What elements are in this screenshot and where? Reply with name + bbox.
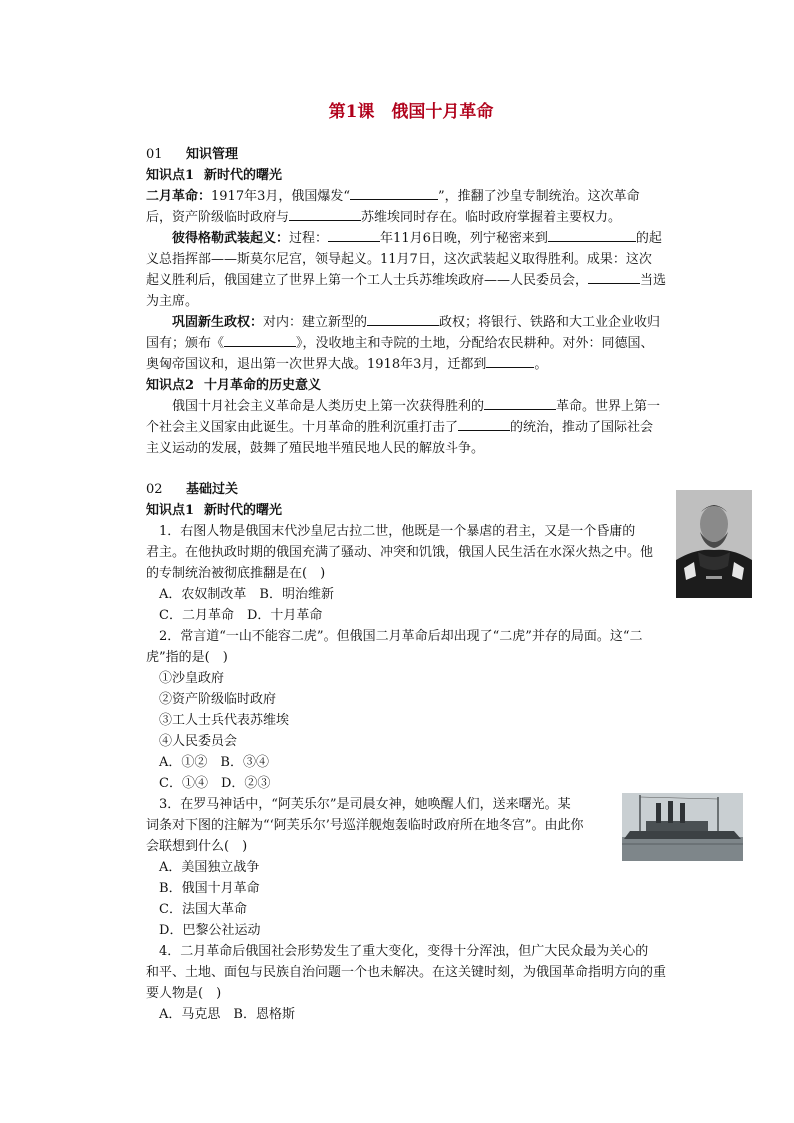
q1-options-1[interactable] [146, 584, 676, 605]
fill-blank[interactable] [350, 186, 438, 200]
q4-line-3: 要人物是( ) [146, 986, 222, 1001]
feb-revolution-line-2 [146, 207, 676, 228]
fill-blank[interactable] [588, 270, 640, 284]
text: 个社会主义国家由此诞生。十月革命的胜利沉重打击了 [146, 420, 459, 435]
q3-line-2: 词条对下图的注解为“‘阿芙乐尔’号巡洋舰炮轰临时政府所在地冬宫”。由此你 [146, 818, 584, 833]
q1-line-1 [146, 521, 676, 542]
text: 俄国十月社会主义革命是人类历史上第一次获得胜利的 [172, 399, 485, 414]
consolidate-line-3 [146, 354, 676, 375]
text: 后，资产阶级临时政府与 [146, 210, 290, 225]
text: 。 [534, 357, 548, 372]
q1-line-3: 的专制统治被彻底推翻是在( ) [146, 566, 326, 581]
fill-blank[interactable] [328, 228, 380, 242]
fill-blank[interactable] [289, 207, 361, 221]
text: C．二月革命 D．十月革命 [159, 608, 323, 623]
q1-line-2: 君主。在他执政时期的俄国充满了骚动、冲突和饥饿，俄国人民生活在水深火热之中。他 [146, 545, 654, 560]
section-number: 01 [146, 147, 163, 162]
fill-blank[interactable] [548, 228, 636, 242]
text: A．农奴制改革 B．明治维新 [159, 587, 334, 602]
fill-blank[interactable] [458, 417, 510, 431]
petrograd-line-2: 义总指挥部——斯莫尔尼宫，领导起义。11月7日，这次武装起义取得胜利。成果：这次 [146, 252, 652, 267]
document-page [146, 100, 676, 1025]
text: 的统治，推动了国际社会 [510, 420, 654, 435]
kp-label: 知识点1 [146, 168, 195, 183]
section-label: 基础过关 [186, 482, 239, 497]
text: 年11月6日晚，列宁秘密来到 [380, 231, 548, 246]
q3-line-3: 会联想到什么( ) [146, 839, 248, 854]
text: 》，没收地主和寺院的土地，分配给农民耕种。对外：同德国、 [296, 336, 654, 351]
text: 过程： [289, 231, 329, 246]
page-title: 第1课 俄国十月革命 [328, 102, 494, 122]
fill-blank[interactable] [484, 396, 556, 410]
kp-title: 新时代的曙光 [204, 168, 283, 183]
q2-choice-2 [146, 689, 676, 710]
text: 3．在罗马神话中，“阿芙乐尔”是司晨女神，她唤醒人们，送来曙光。某 [159, 797, 571, 812]
text: ”，推翻了沙皇专制统治。这次革命 [438, 189, 640, 204]
text: A．马克思 B．恩格斯 [159, 1007, 295, 1022]
feb-revolution-line-1 [146, 186, 676, 207]
q1-options-2[interactable] [146, 605, 676, 626]
text: 4．二月革命后俄国社会形势发生了重大变化，变得十分浑浊，但广大民众最为关心的 [159, 944, 649, 959]
text: ③工人士兵代表苏维埃 [159, 713, 290, 728]
text: ②资产阶级临时政府 [159, 692, 277, 707]
q2-options-2[interactable] [146, 773, 676, 794]
feb-head: 二月革命： [146, 189, 212, 204]
knowledge-point-1-heading [146, 165, 676, 186]
text: C．法国大革命 [159, 902, 247, 917]
q2-choice-3 [146, 710, 676, 731]
fill-blank[interactable] [486, 354, 534, 368]
section-label: 知识管理 [186, 147, 239, 162]
petro-head: 彼得格勒武装起义： [172, 231, 290, 246]
text: 1．右图人物是俄国末代沙皇尼古拉二世，他既是一个暴虐的君主，又是一个昏庸的 [159, 524, 636, 539]
text: 2．常言道“一山不能容二虎”。但俄国二月革命后却出现了“二虎”并存的局面。这“二 [159, 629, 643, 644]
q3-option-a[interactable] [146, 857, 676, 878]
q3-option-c[interactable] [146, 899, 676, 920]
text: 的起 [635, 231, 662, 246]
text: 奥匈帝国议和，退出第一次世界大战。1918年3月，迁都到 [146, 357, 487, 372]
q2-choice-4 [146, 731, 676, 752]
text: 国有；颁布《 [146, 336, 225, 351]
kp-label: 知识点2 [146, 378, 195, 393]
text: 当选 [640, 273, 667, 288]
section-number: 02 [146, 482, 163, 497]
meaning-line-2 [146, 417, 676, 438]
fill-blank[interactable] [367, 312, 439, 326]
text: A．①② B．③④ [159, 755, 269, 770]
q2-line-1 [146, 626, 676, 647]
text: 起义胜利后，俄国建立了世界上第一个工人士兵苏维埃政府——人民委员会， [146, 273, 589, 288]
q4-line-2: 和平、土地、面包与民族自治问题一个也未解决。在这关键时刻，为俄国革命指明方向的重 [146, 965, 667, 980]
q4-options-1[interactable] [146, 1004, 676, 1025]
tsar-portrait-image [676, 490, 752, 598]
consolidate-line-2 [146, 333, 676, 354]
q3-line-1 [146, 794, 676, 815]
kp-label: 知识点1 [146, 503, 195, 518]
q3-option-b[interactable] [146, 878, 676, 899]
meaning-line-3: 主义运动的发展，鼓舞了殖民地半殖民地人民的解放斗争。 [146, 441, 485, 456]
consolidate-line-1 [146, 312, 676, 333]
fill-blank[interactable] [224, 333, 296, 347]
text: 1917年3月，俄国爆发“ [211, 189, 351, 204]
section-heading-basic [146, 479, 676, 500]
petrograd-line-1 [146, 228, 676, 249]
text: A．美国独立战争 [159, 860, 260, 875]
q2-options-1[interactable] [146, 752, 676, 773]
text: B．俄国十月革命 [159, 881, 260, 896]
petrograd-line-4: 为主席。 [146, 294, 199, 309]
knowledge-point-3-heading [146, 500, 676, 521]
text: 政权；将银行、铁路和大工业企业收归 [439, 315, 661, 330]
q3-option-d[interactable] [146, 920, 676, 941]
text: ④人民委员会 [159, 734, 238, 749]
aurora-cruiser-image [622, 793, 743, 861]
text: D．巴黎公社运动 [159, 923, 261, 938]
kp-title: 新时代的曙光 [204, 503, 283, 518]
section-heading-knowledge [146, 144, 676, 165]
q2-choice-1 [146, 668, 676, 689]
text: 对内：建立新型的 [263, 315, 368, 330]
q4-line-1 [146, 941, 676, 962]
text: 革命。世界上第一 [556, 399, 661, 414]
petrograd-line-3 [146, 270, 676, 291]
kp-title: 十月革命的历史意义 [204, 378, 322, 393]
meaning-line-1 [146, 396, 676, 417]
text: C．①④ D．②③ [159, 776, 271, 791]
consol-head: 巩固新生政权： [172, 315, 264, 330]
knowledge-point-2-heading [146, 375, 676, 396]
text: ①沙皇政府 [159, 671, 225, 686]
q2-line-2: 虎”指的是( ) [146, 650, 228, 665]
text: 苏维埃同时存在。临时政府掌握着主要权力。 [361, 210, 622, 225]
